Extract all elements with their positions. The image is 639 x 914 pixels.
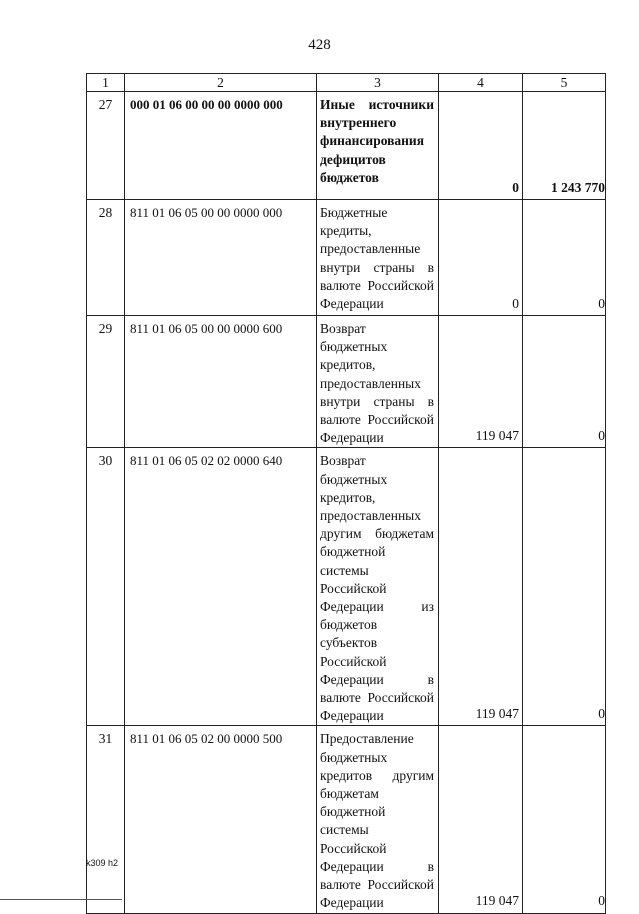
value-col-4: 119 047 <box>439 448 523 726</box>
row-number: 29 <box>87 316 125 448</box>
budget-code: 811 01 06 05 00 00 0000 000 <box>125 200 317 316</box>
row-number: 30 <box>87 448 125 726</box>
row-number: 28 <box>87 200 125 316</box>
value-col-4: 119 047 <box>439 316 523 448</box>
footer-code: k309 h2 <box>86 858 119 868</box>
source-name: Иные источники внутреннего финансирования дефицитов бюджетов <box>317 92 439 200</box>
value-col-4: 0 <box>439 200 523 316</box>
value-col-5: 1 243 770 <box>523 92 606 200</box>
header-col-2: 2 <box>125 74 317 92</box>
budget-code: 811 01 06 05 00 00 0000 600 <box>125 316 317 448</box>
table-header-row <box>87 74 606 92</box>
header-col-5: 5 <box>523 74 606 92</box>
table-row <box>87 200 606 316</box>
table-row <box>87 316 606 448</box>
header-col-4: 4 <box>439 74 523 92</box>
budget-sources-table <box>86 73 606 914</box>
source-name: Возврат бюджетных кредитов, предоставленных внутри страны в валюте Российской Федерации <box>317 316 439 448</box>
value-col-5: 0 <box>523 200 606 316</box>
source-name: Бюджетные кредиты, предоставленные внутри страны в валюте Российской Федерации <box>317 200 439 316</box>
table-row <box>87 448 606 726</box>
header-col-3: 3 <box>317 74 439 92</box>
budget-code: 000 01 06 00 00 00 0000 000 <box>125 92 317 200</box>
value-col-4: 119 047 <box>439 726 523 913</box>
budget-code: 811 01 06 05 02 02 0000 640 <box>125 448 317 726</box>
page-number: 428 <box>308 37 331 53</box>
row-number: 31 <box>87 726 125 913</box>
source-name: Предоставление бюджетных кредитов другим бюджетам бюджетной системы Российской Федерации в валюте Российской Федерации <box>317 726 439 913</box>
header-col-1: 1 <box>87 74 125 92</box>
value-col-5: 0 <box>523 448 606 726</box>
source-name: Возврат бюджетных кредитов, предоставленных другим бюджетам бюджетной системы Российской Федерации из бюджетов субъектов Российской Федерации в валюте Российской Федерации <box>317 448 439 726</box>
bottom-rule <box>0 899 122 900</box>
value-col-4: 0 <box>439 92 523 200</box>
value-col-5: 0 <box>523 726 606 913</box>
table-row <box>87 92 606 200</box>
budget-code: 811 01 06 05 02 00 0000 500 <box>125 726 317 913</box>
table-row <box>87 726 606 913</box>
row-number: 27 <box>87 92 125 200</box>
value-col-5: 0 <box>523 316 606 448</box>
